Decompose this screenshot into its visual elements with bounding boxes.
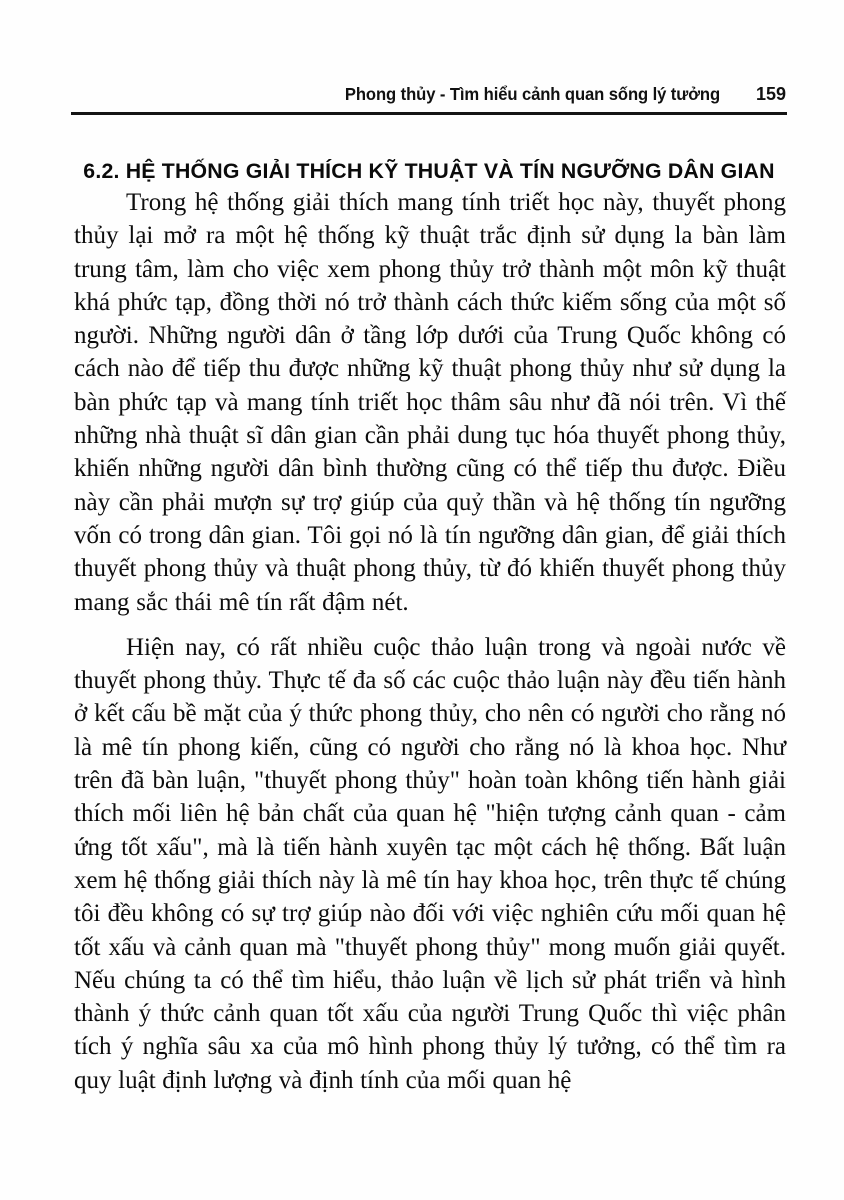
header-divider-rule (71, 112, 787, 115)
running-head-title: Phong thủy - Tìm hiểu cảnh quan sống lý tưởng (344, 84, 721, 104)
running-head (72, 84, 786, 105)
body-text-column (74, 186, 786, 1097)
paragraph: Trong hệ thống giải thích mang tính triết học này, thuyết phong thủy lại mở ra một hệ thống kỹ thuật trắc định sử dụng la bàn làm trung tâm, làm cho việc xem phong thủy trở thành một môn kỹ thuật khá phức tạp, đồng thời nó trở thành cách thức kiếm sống của một số người. Những người dân ở tầng lớp dưới của Trung Quốc không có cách nào để tiếp thu được những kỹ thuật phong thủy như sử dụng la bàn phức tạp và mang tính triết học thâm sâu như đã nói trên. Vì thế những nhà thuật sĩ dân gian cần phải dung tục hóa thuyết phong thủy, khiến những người dân bình thường cũng có thể tiếp thu được. Điều này cần phải mượn sự trợ giúp của quỷ thần và hệ thống tín ngưỡng vốn có trong dân gian. Tôi gọi nó là tín ngưỡng dân gian, để giải thích thuyết phong thủy và thuật phong thủy, từ đó khiến thuyết phong thủy mang sắc thái mê tín rất đậm nét. (74, 189, 786, 616)
section-heading: 6.2. HỆ THỐNG GIẢI THÍCH KỸ THUẬT VÀ TÍN NGƯỠNG DÂN GIAN (83, 158, 775, 183)
paragraph: Hiện nay, có rất nhiều cuộc thảo luận trong và ngoài nước về thuyết phong thủy. Thực tế đa số các cuộc thảo luận này đều tiến hành ở kết cấu bề mặt của ý thức phong thủy, cho nên có người cho rằng nó là mê tín phong kiến, cũng có người cho rằng nó là khoa học. Như trên đã bàn luận, "thuyết phong thủy" hoàn toàn không tiến hành giải thích mối liên hệ bản chất của quan hệ "hiện tượng cảnh quan - cảm ứng tốt xấu", mà là tiến hành xuyên tạc một cách hệ thống. Bất luận xem hệ thống giải thích này là mê tín hay khoa học, trên thực tế chúng tôi đều không có sự trợ giúp nào đối với việc nghiên cứu mối quan hệ tốt xấu và cảnh quan mà "thuyết phong thủy" mong muốn giải quyết. Nếu chúng ta có thể tìm hiểu, thảo luận về lịch sử phát triển và hình thành ý thức cảnh quan tốt xấu của người Trung Quốc thì việc phân tích ý nghĩa sâu xa của mô hình phong thủy lý tưởng, có thể tìm ra quy luật định lượng và định tính của mối quan hệ (74, 633, 786, 1094)
page-number: 159 (755, 84, 786, 104)
